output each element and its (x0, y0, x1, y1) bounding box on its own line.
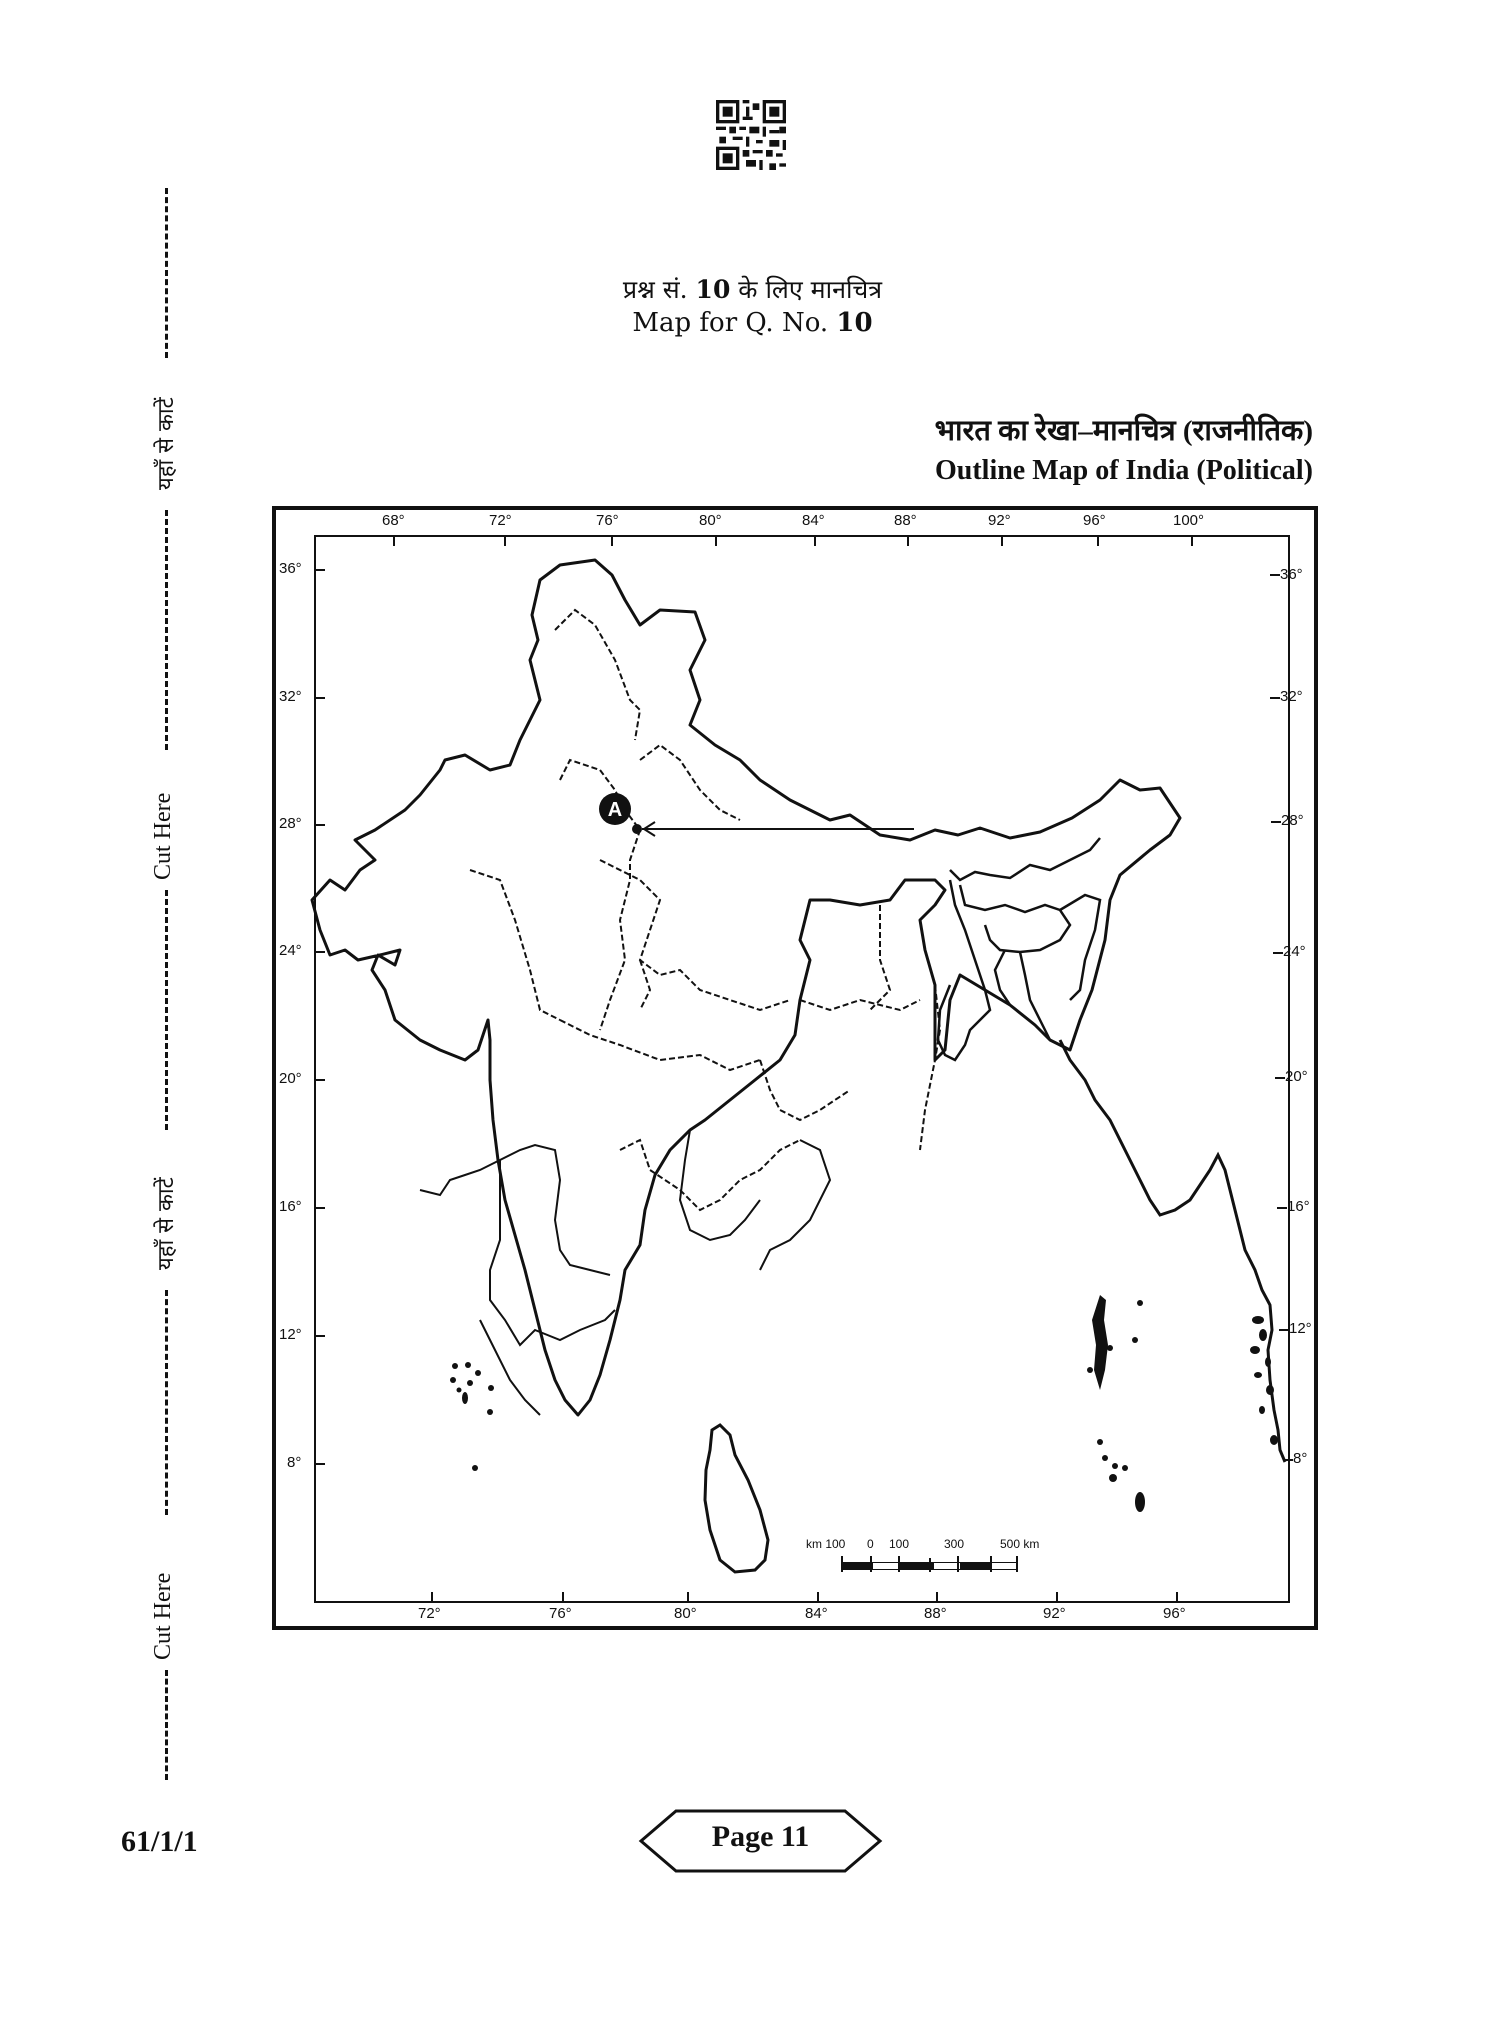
svg-text:0: 0 (867, 1537, 874, 1551)
right-latitude-label: 24° (1283, 943, 1306, 960)
cut-dash-segment (165, 510, 168, 750)
map-title-english: Outline Map of India (Political) (935, 455, 1313, 486)
top-longitude-label: 96° (1083, 512, 1106, 529)
question-english-prefix: Map for Q. No. (632, 308, 829, 338)
question-hindi-prefix: प्रश्न सं. (622, 275, 688, 304)
svg-text:500 km: 500 km (1000, 1537, 1040, 1551)
cut-dash-segment (165, 188, 168, 358)
left-latitude-label: 24° (279, 942, 302, 959)
left-latitude-label: 20° (279, 1070, 302, 1087)
andaman-nicobar-islands (1087, 1295, 1145, 1512)
top-longitude-label: 100° (1173, 512, 1205, 529)
svg-text:300: 300 (944, 1537, 965, 1551)
top-longitude-label: 80° (699, 512, 722, 529)
cut-dash-segment (165, 890, 168, 1130)
bottom-longitude-label: 96° (1163, 1605, 1186, 1622)
right-latitude-label: 20° (1285, 1068, 1308, 1085)
india-mainland-outline (312, 560, 1180, 1415)
bottom-longitude-label: 72° (418, 1605, 441, 1622)
bottom-longitude-label: 76° (549, 1605, 572, 1622)
left-latitude-label: 8° (287, 1454, 302, 1471)
top-longitude-label: 76° (596, 512, 619, 529)
left-latitude-label: 28° (279, 815, 302, 832)
svg-text:km 100: km 100 (806, 1537, 846, 1551)
left-ticks (315, 570, 325, 1464)
bottom-longitude-label: 80° (674, 1605, 697, 1622)
pointer-arrow-icon (632, 822, 914, 836)
left-latitude-label: 36° (279, 560, 302, 577)
map-title-hindi: भारत का रेखा–मानचित्र (राजनीतिक) (934, 415, 1313, 447)
bottom-ticks (432, 1592, 1177, 1601)
right-latitude-label: 28° (1281, 812, 1304, 829)
marker-a (599, 793, 631, 825)
right-latitude-label: 12° (1289, 1320, 1312, 1337)
scale-bar (806, 1537, 1039, 1572)
myanmar-coastline (1060, 1040, 1285, 1462)
top-longitude-label: 92° (988, 512, 1011, 529)
svg-text:100: 100 (889, 1537, 910, 1551)
left-latitude-label: 32° (279, 688, 302, 705)
left-latitude-label: 12° (279, 1326, 302, 1343)
top-longitude-label: 84° (802, 512, 825, 529)
top-ticks (394, 537, 1192, 546)
cut-label-hindi: यहाँ से काटें (154, 1177, 179, 1270)
question-number: 10 (695, 275, 731, 304)
question-hindi-suffix: के लिए मानचित्र (738, 275, 883, 304)
bottom-longitude-label: 88° (924, 1605, 947, 1622)
northeast-outline (950, 838, 1100, 1040)
bottom-longitude-label: 84° (805, 1605, 828, 1622)
cut-label-english: Cut Here (150, 1572, 176, 1660)
svg-text:A: A (607, 799, 623, 821)
question-english-number: 10 (836, 308, 873, 338)
left-latitude-label: 16° (279, 1198, 302, 1215)
cut-label-english: Cut Here (150, 792, 176, 880)
top-longitude-label: 88° (894, 512, 917, 529)
top-longitude-label: 72° (489, 512, 512, 529)
right-latitude-label: 32° (1280, 688, 1303, 705)
bottom-longitude-label: 92° (1043, 1605, 1066, 1622)
cut-label-hindi: यहाँ से काटें (154, 397, 179, 490)
right-latitude-label: 36° (1280, 566, 1303, 583)
lakshadweep-islands (450, 1362, 494, 1471)
paper-code: 61/1/1 (121, 1825, 198, 1858)
myanmar-coastal-islands (1250, 1316, 1278, 1445)
cut-dash-segment (165, 1670, 168, 1780)
right-latitude-label: 8° (1293, 1450, 1308, 1467)
cut-dash-segment (165, 1290, 168, 1515)
page-number: Page 11 (711, 1820, 810, 1853)
sri-lanka-outline (705, 1425, 768, 1572)
right-latitude-label: 16° (1287, 1198, 1310, 1215)
right-ticks (1270, 575, 1293, 1460)
top-longitude-label: 68° (382, 512, 405, 529)
